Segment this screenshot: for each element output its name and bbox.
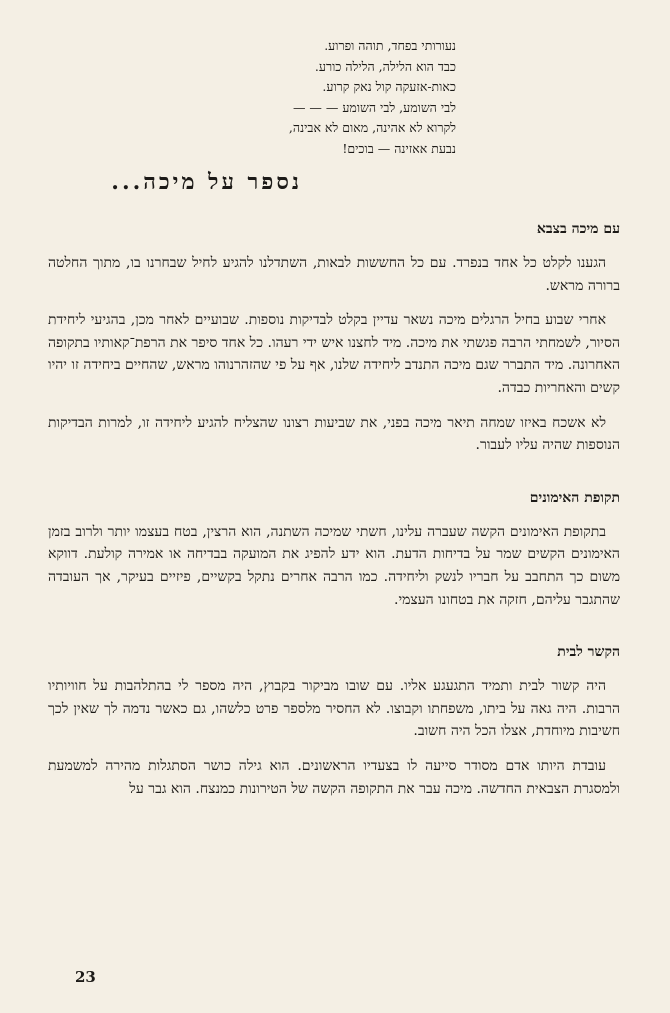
paragraph: אחרי שבוע בחיל הרגלים מיכה נשאר עדיין בקלט לבדיקות נוספות. שבועיים לאחר מכן, בהגיעי ליחידת הסיור, לשמחתי הרבה פגשתי את מיכה. מיד לחצנו איש ידי רעהו. כל אחד סיפר את הרפת־קאותיו בתקופה האחרונה. מיד התברר שגם מיכה התנדב ליחידה שלנו, אף על פי שהזהרנוהו מראש, שהחיים ביחידה זו יהיו קשים והאחריות כבדה.	[48, 312, 620, 396]
paragraph: עובדת היותו אדם מסודר סייעה לו בצעדיו הראשונים. הוא גילה כושר הסתגלות מהירה למשמעת ולמסגרת הצבאית החדשה. מיכה עבר את התקופה הקשה של הטירונות כמנצח. הוא גבר על	[48, 757, 620, 797]
paragraph: לא אשכח באיזו שמחה תיאר מיכה בפני, את שביעות רצונו שהצליח להגיע ליחידה זו, למרות הבדיקות הנוספות שהיה עליו לעבור.	[48, 414, 620, 454]
poem-line: נעורותי בפחד, תוהה ופרוע.	[324, 38, 456, 53]
poem-line: נבעת אאזינה — בוכים!	[342, 140, 456, 156]
poem-line: לבי השומע, לבי השומע — — —	[292, 99, 456, 115]
section-heading: תקופת האימונים	[529, 489, 620, 506]
article-body	[48, 218, 620, 800]
section-heading: הקשר לבית	[557, 644, 620, 661]
paragraph: הגענו לקלט כל אחד בנפרד. עם כל החששות לבאות, השתדלנו להגיע לחיל שבחרנו בו, מתוך החלטה ברורה מראש.	[48, 255, 620, 294]
page-number: 23	[75, 968, 96, 986]
poem-line: כבד הוא הלילה, הלילה כורע.	[314, 58, 456, 74]
section-heading: עם מיכה בצבא	[536, 221, 620, 237]
poem-stanza	[156, 36, 456, 159]
chapter-title: נספר על מיכה...	[111, 169, 302, 195]
paragraph: בתקופת האימונים הקשה שעברה עלינו, חשתי שמיכה השתנה, הוא הרצין, בטח בעצמו יותר ולרוב בזמן האימונים הקשים שמר על בדיחות הדעת. הוא ידע להפיג את המועקה בבדיחה או אמירה קולעת. דווקא משום כך התחבב על חבריו לנשק וליחידה. כמו הרבה אחרים נתקל בקשיים, פיזיים בעיקר, אך העובדה שהתגבר עליהם, חזקה את בטחונו העצמי.	[48, 523, 620, 608]
poem-line: לקרוא לא אהינה, מאום לא אבינה,	[288, 120, 456, 135]
paragraph: היה קשור לבית ותמיד התגעגע אליו. עם שובו מביקור בקבוץ, היה מספר לי בהתלהבות על חוויותיו הרבות. היה גאה על ביתו, משפחתו וקבוצו. לא החסיר מלספר פרט כלשהו, גם כאשר נדמה לך שאין לכך חשיבות מיוחדת, אצלו הכל היה חשוב.	[48, 678, 620, 740]
poem-line: כאות-אזעקה קול נאק קרוע.	[322, 79, 456, 94]
